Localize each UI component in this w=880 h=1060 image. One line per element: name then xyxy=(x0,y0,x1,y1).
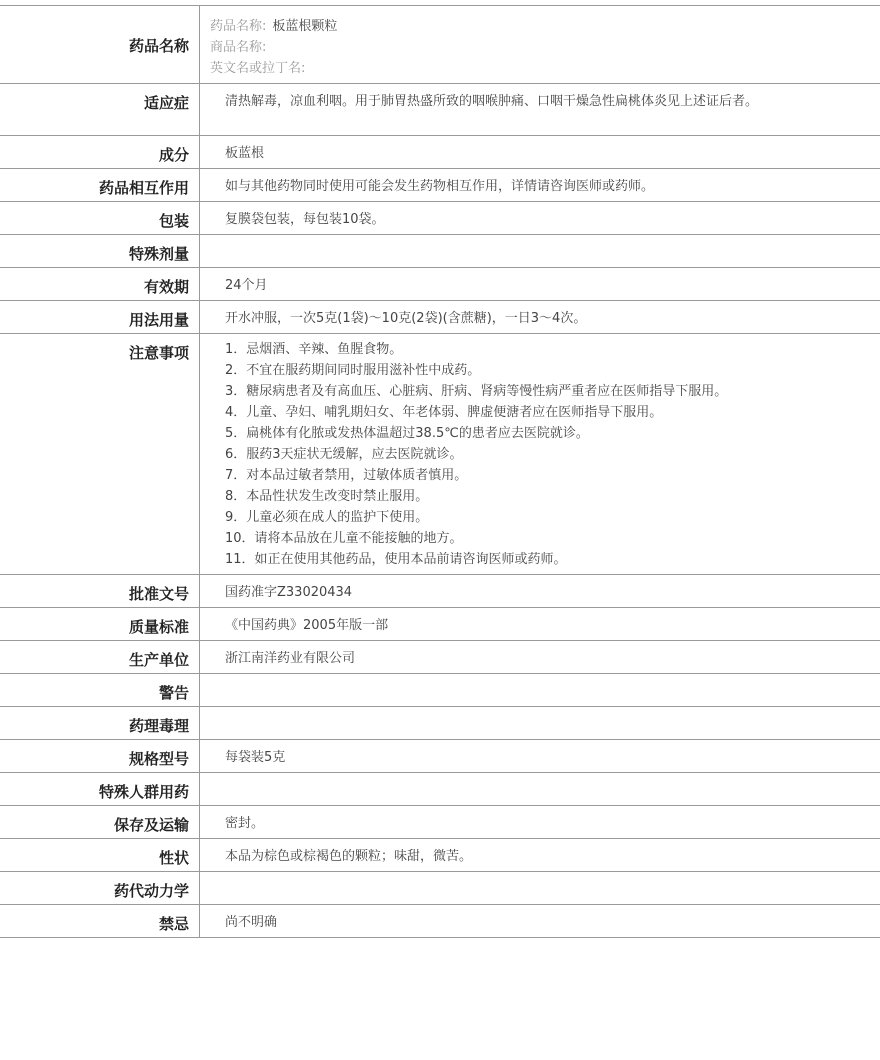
row-warning xyxy=(0,674,880,707)
row-appearance xyxy=(0,839,880,872)
row-pharmacokinetics xyxy=(0,872,880,905)
row-standard xyxy=(0,608,880,641)
drug-info-table xyxy=(0,5,880,938)
row-manufacturer xyxy=(0,641,880,674)
row-label: 保存及运输 xyxy=(0,806,200,838)
row-special-dosage xyxy=(0,235,880,268)
precaution-item: 8．本品性状发生改变时禁止服用。 xyxy=(225,489,429,504)
row-value: 如与其他药物同时使用可能会发生药物相互作用，详情请咨询医师或药师。 xyxy=(225,179,655,194)
precautions-list xyxy=(200,334,880,574)
row-value: 每袋装5克 xyxy=(225,750,286,765)
row-label: 用法用量 xyxy=(0,301,200,333)
row-label: 药代动力学 xyxy=(0,872,200,904)
row-value: 本品为棕色或棕褐色的颗粒；味甜，微苦。 xyxy=(225,849,473,864)
row-value: 密封。 xyxy=(225,816,265,831)
row-label: 成分 xyxy=(0,136,200,168)
indication-text: 清热解毒，凉血利咽。用于肺胃热盛所致的咽喉肿痛、口咽干燥急性扁桃体炎见上述证后者。 xyxy=(225,94,759,109)
row-validity xyxy=(0,268,880,301)
english-name-label: 英文名或拉丁名: xyxy=(210,61,306,76)
generic-name-value: 板蓝根颗粒 xyxy=(272,19,338,34)
row-label: 药理毒理 xyxy=(0,707,200,739)
row-label: 特殊剂量 xyxy=(0,235,200,267)
row-label: 特殊人群用药 xyxy=(0,773,200,805)
precaution-item: 2．不宜在服药期间同时服用滋补性中成药。 xyxy=(225,363,481,378)
row-value: 国药准字Z33020434 xyxy=(225,585,353,600)
precaution-item: 7．对本品过敏者禁用，过敏体质者慎用。 xyxy=(225,468,468,483)
row-value xyxy=(200,84,880,135)
row-spec xyxy=(0,740,880,773)
trade-name-label: 商品名称: xyxy=(210,40,267,55)
row-label: 药品名称 xyxy=(0,6,200,83)
precaution-item: 1．忌烟酒、辛辣、鱼腥食物。 xyxy=(225,342,403,357)
row-storage xyxy=(0,806,880,839)
row-label: 有效期 xyxy=(0,268,200,300)
row-value xyxy=(200,235,880,267)
row-value xyxy=(200,707,880,739)
row-packaging xyxy=(0,202,880,235)
row-label: 药品相互作用 xyxy=(0,169,200,201)
row-label: 规格型号 xyxy=(0,740,200,772)
row-drug-name xyxy=(0,6,880,84)
row-value: 开水冲服，一次5克(1袋)～10克(2袋)(含蔗糖)，一日3～4次。 xyxy=(225,311,587,326)
row-usage xyxy=(0,301,880,334)
row-label: 注意事项 xyxy=(0,334,200,574)
row-label: 包装 xyxy=(0,202,200,234)
row-precautions xyxy=(0,334,880,575)
precaution-item: 6．服药3天症状无缓解，应去医院就诊。 xyxy=(225,447,463,462)
row-label: 质量标准 xyxy=(0,608,200,640)
row-label: 批准文号 xyxy=(0,575,200,607)
precaution-item: 5．扁桃体有化脓或发热体温超过38.5℃的患者应去医院就诊。 xyxy=(225,426,589,441)
precaution-item: 4．儿童、孕妇、哺乳期妇女、年老体弱、脾虚便溏者应在医师指导下服用。 xyxy=(225,405,663,420)
precaution-item: 9．儿童必须在成人的监护下使用。 xyxy=(225,510,429,525)
drug-name-values xyxy=(200,6,880,83)
row-value: 《中国药典》2005年版一部 xyxy=(225,618,389,633)
row-contraindications xyxy=(0,905,880,938)
row-value: 24个月 xyxy=(225,278,268,293)
precaution-item: 11．如正在使用其他药品，使用本品前请咨询医师或药师。 xyxy=(225,552,567,567)
row-value xyxy=(200,773,880,805)
row-label: 适应症 xyxy=(0,84,200,135)
row-indication xyxy=(0,84,880,136)
row-special-population xyxy=(0,773,880,806)
row-value: 浙江南洋药业有限公司 xyxy=(225,651,356,666)
row-value xyxy=(200,674,880,706)
generic-name-label: 药品名称: xyxy=(210,19,267,34)
row-pharmacology xyxy=(0,707,880,740)
precaution-item: 10．请将本品放在儿童不能接触的地方。 xyxy=(225,531,463,546)
row-interactions xyxy=(0,169,880,202)
row-ingredients xyxy=(0,136,880,169)
row-value: 复膜袋包装，每包装10袋。 xyxy=(225,212,385,227)
row-value: 板蓝根 xyxy=(225,146,265,161)
row-label: 性状 xyxy=(0,839,200,871)
row-label: 生产单位 xyxy=(0,641,200,673)
row-approval xyxy=(0,575,880,608)
precaution-item: 3．糖尿病患者及有高血压、心脏病、肝病、肾病等慢性病严重者应在医师指导下服用。 xyxy=(225,384,728,399)
row-label: 禁忌 xyxy=(0,905,200,937)
row-label: 警告 xyxy=(0,674,200,706)
row-value: 尚不明确 xyxy=(225,915,278,930)
row-value xyxy=(200,872,880,904)
